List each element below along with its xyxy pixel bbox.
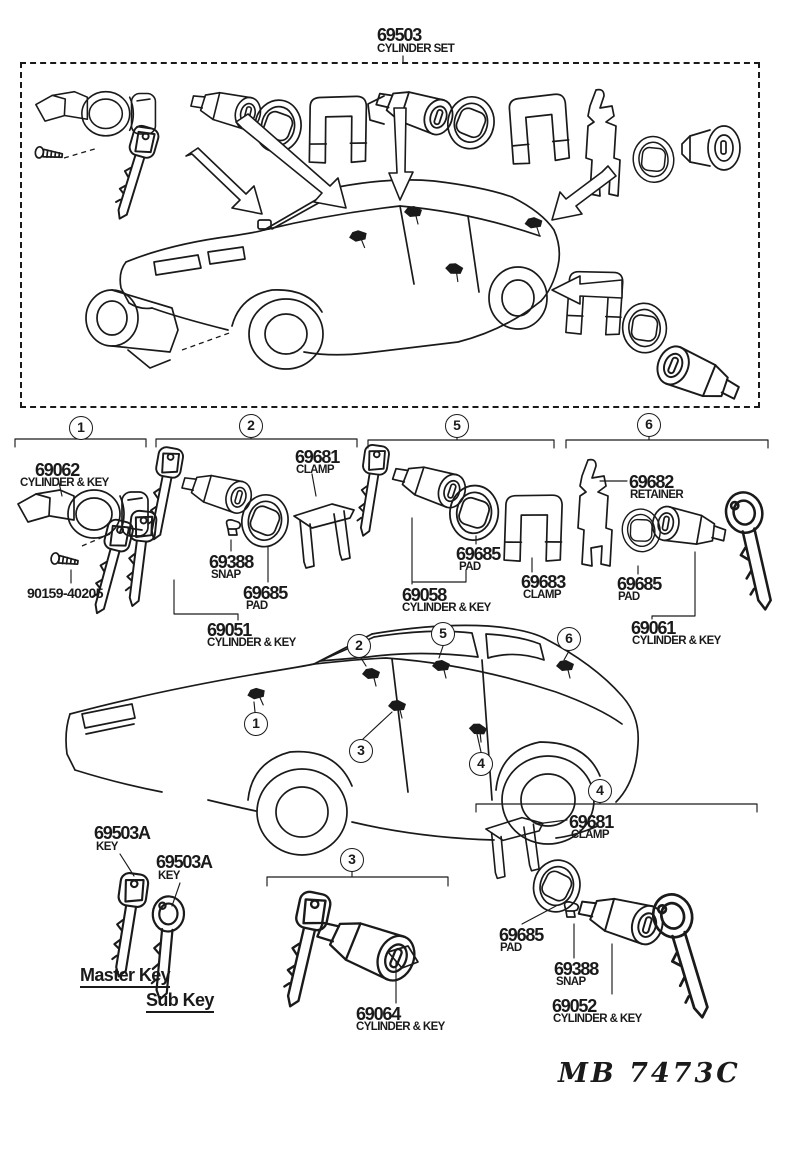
s6-cylinder-name: CYLINDER & KEY — [632, 635, 721, 647]
section-4-marker: 4 — [588, 779, 612, 803]
s4-pad-number: 69685 — [499, 925, 544, 945]
s5-cylinder-name: CYLINDER & KEY — [402, 602, 491, 614]
s1-cylinder-name: CYLINDER & KEY — [20, 477, 109, 489]
steering-lock-art — [86, 290, 232, 368]
cylinder-set-name: CYLINDER SET — [377, 43, 455, 55]
car-location-marker-2: 2 — [347, 634, 371, 658]
trunk-cylinder-art — [368, 81, 457, 139]
clamp-art — [509, 94, 569, 164]
master-key-number: 69503A — [94, 823, 150, 843]
s2-clamp-number: 69681 — [295, 447, 340, 467]
s2-pad-number: 69685 — [243, 583, 288, 603]
s4-clamp-name: CLAMP — [571, 829, 609, 841]
master-key-caption: Master Key — [80, 966, 170, 988]
s2-pad-name: PAD — [246, 600, 268, 612]
s5-clamp-name: CLAMP — [523, 589, 561, 601]
s6-pad-name: PAD — [618, 591, 640, 603]
drawing-code-stamp: MB 7473C — [558, 1058, 741, 1089]
car-middle-art — [66, 625, 638, 855]
pad-art — [444, 93, 498, 152]
sub-key-number: 69503A — [156, 852, 212, 872]
car-location-marker-5: 5 — [431, 622, 455, 646]
s1-screw-number: 90159-40205 — [27, 585, 103, 601]
s3-cylinder-name: CYLINDER & KEY — [356, 1021, 445, 1033]
s4-clamp-number: 69681 — [569, 812, 614, 832]
s6-retainer-number: 69682 — [629, 472, 674, 492]
s2-snap-number: 69388 — [209, 552, 254, 572]
s4-pad-name: PAD — [500, 942, 522, 954]
car-location-marker-4: 4 — [469, 752, 493, 776]
s2-clamp-name: CLAMP — [296, 464, 334, 476]
ignition-cylinder-art — [35, 92, 161, 223]
master-key-art — [108, 854, 150, 979]
s4-cylinder-number: 69052 — [552, 996, 597, 1016]
s5-pad-number: 69685 — [456, 544, 501, 564]
s3-cylinder-number: 69064 — [356, 1004, 401, 1024]
car-location-marker-3: 3 — [349, 739, 373, 763]
s5-clamp-number: 69683 — [521, 572, 566, 592]
section-3-marker: 3 — [340, 848, 364, 872]
pad-art — [631, 135, 676, 185]
section-5-marker: 5 — [445, 414, 469, 438]
master-key-name: KEY — [96, 841, 118, 853]
s5-pad-name: PAD — [459, 561, 481, 573]
car-location-marker-6: 6 — [557, 627, 581, 651]
s4-snap-number: 69388 — [554, 959, 599, 979]
car-location-marker-1: 1 — [244, 712, 268, 736]
s1-cylinder-number: 69062 — [35, 460, 80, 480]
s6-retainer-name: RETAINER — [630, 489, 684, 501]
s4-cylinder-name: CYLINDER & KEY — [553, 1013, 642, 1025]
s2-snap-name: SNAP — [211, 569, 241, 581]
s6-cylinder-number: 69061 — [631, 618, 676, 638]
s6-pad-number: 69685 — [617, 574, 662, 594]
sub-key-name: KEY — [158, 870, 180, 882]
top-exploded-view — [35, 56, 745, 409]
car-top-art — [120, 180, 559, 369]
section-3-art — [278, 890, 421, 1010]
cylinder-set-number: 69503 — [377, 25, 422, 45]
section-2-marker: 2 — [239, 414, 263, 438]
clamp-art — [307, 94, 369, 165]
section-6-marker: 6 — [637, 413, 661, 437]
s5-cylinder-number: 69058 — [402, 585, 447, 605]
sub-key-caption: Sub Key — [146, 991, 214, 1013]
section-4-art — [486, 818, 724, 1023]
s4-snap-name: SNAP — [556, 976, 586, 988]
s2-cylinder-name: CYLINDER & KEY — [207, 637, 296, 649]
section-1-marker: 1 — [69, 416, 93, 440]
s2-cylinder-number: 69051 — [207, 620, 252, 640]
section-6-art — [578, 460, 786, 619]
glovebox-cylinder-art — [682, 126, 740, 170]
